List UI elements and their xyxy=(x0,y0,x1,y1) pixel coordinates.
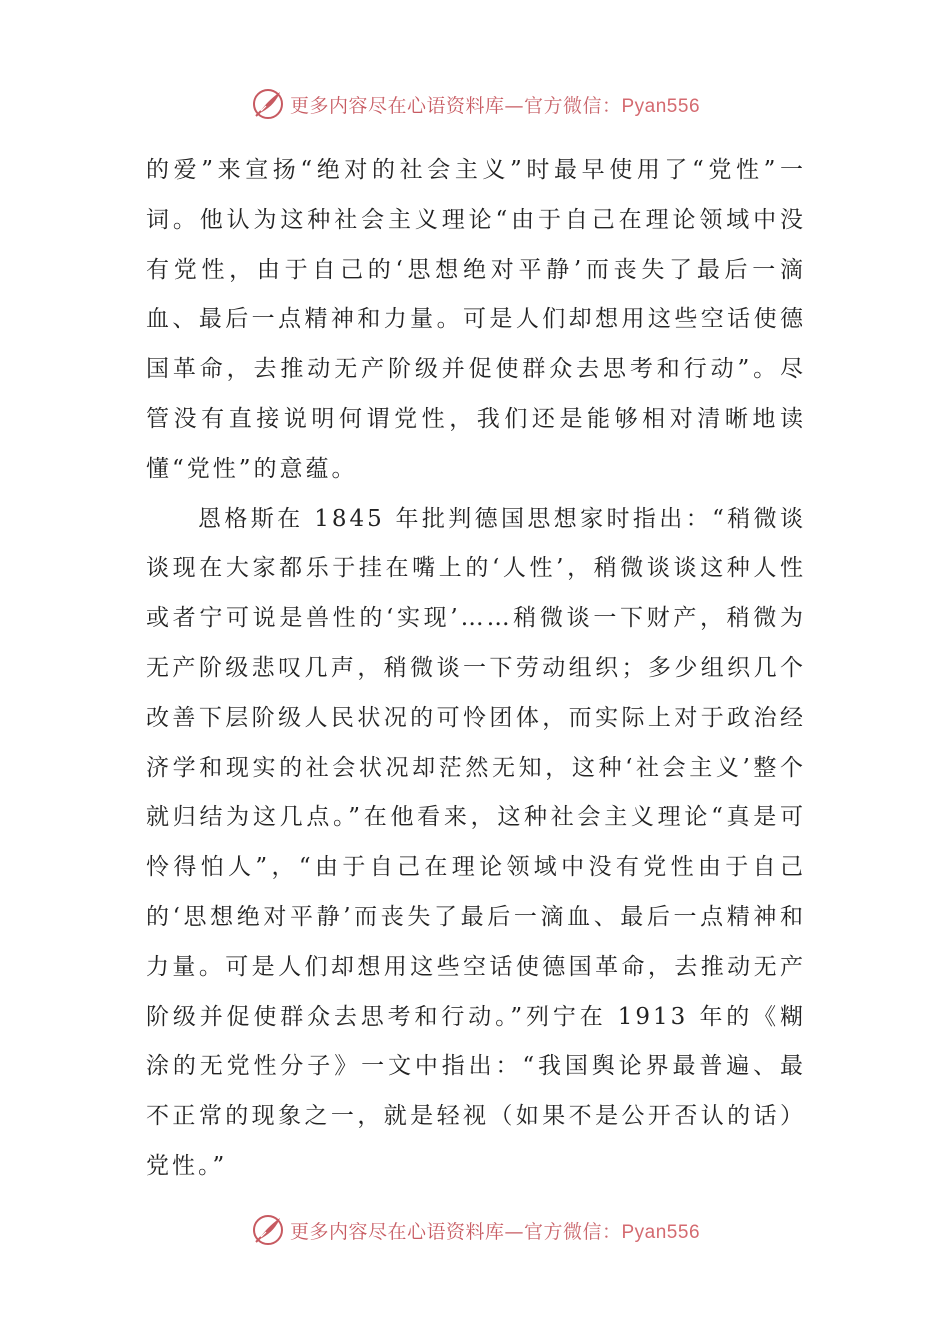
quill-logo-icon xyxy=(250,86,286,122)
watermark-id: Pyan556 xyxy=(621,1221,701,1243)
watermark-dash: — xyxy=(504,1220,524,1243)
header-watermark xyxy=(0,84,950,124)
watermark-dash: — xyxy=(504,94,524,117)
footer-watermark xyxy=(0,1210,950,1250)
watermark-text xyxy=(290,1217,700,1244)
watermark-main: 更多内容尽在心语资料库 xyxy=(289,94,505,117)
watermark-label: 官方微信： xyxy=(523,94,622,117)
watermark-label: 官方微信： xyxy=(523,1220,622,1243)
watermark-id: Pyan556 xyxy=(621,95,701,117)
watermark-main: 更多内容尽在心语资料库 xyxy=(289,1220,505,1243)
watermark-text xyxy=(290,91,700,118)
document-body xyxy=(146,146,806,1192)
paragraph-2: 恩格斯在 1845 年批判德国思想家时指出：“稍微谈谈现在大家都乐于挂在嘴上的‘人性’，稍微谈谈这种人性或者宁可说是兽性的‘实现’……稍微谈一下财产，稍微为无产阶级悲叹几声，稍微谈一下劳动组织；多少组织几个改善下层阶级人民状况的可怜团体，而实际上对于政治经济学和现实的社会状况却茫然无知，这种‘社会主义’整个就归结为这几点。”在他看来，这种社会主义理论“真是可怜得怕人”，“由于自己在理论领域中没有党性由于自己的‘思想绝对平静’而丧失了最后一滴血、最后一点精神和力量。可是人们却想用这些空话使德国革命，去推动无产阶级并促使群众去思考和行动。”列宁在 1913 年的《糊涂的无党性分子》一文中指出：“我国舆论界最普遍、最不正常的现象之一，就是轻视（如果不是公开否认的话）党性。” xyxy=(146,505,806,1179)
paragraph-1: 的爱”来宣扬“绝对的社会主义”时最早使用了“党性”一词。他认为这种社会主义理论“由于自己在理论领域中没有党性，由于自己的‘思想绝对平静’而丧失了最后一滴血、最后一点精神和力量。可是人们却想用这些空话使德国革命，去推动无产阶级并促使群众去思考和行动”。尽管没有直接说明何谓党性，我们还是能够相对清晰地读懂“党性”的意蕴。 xyxy=(146,157,806,482)
quill-logo-icon xyxy=(250,1212,286,1248)
